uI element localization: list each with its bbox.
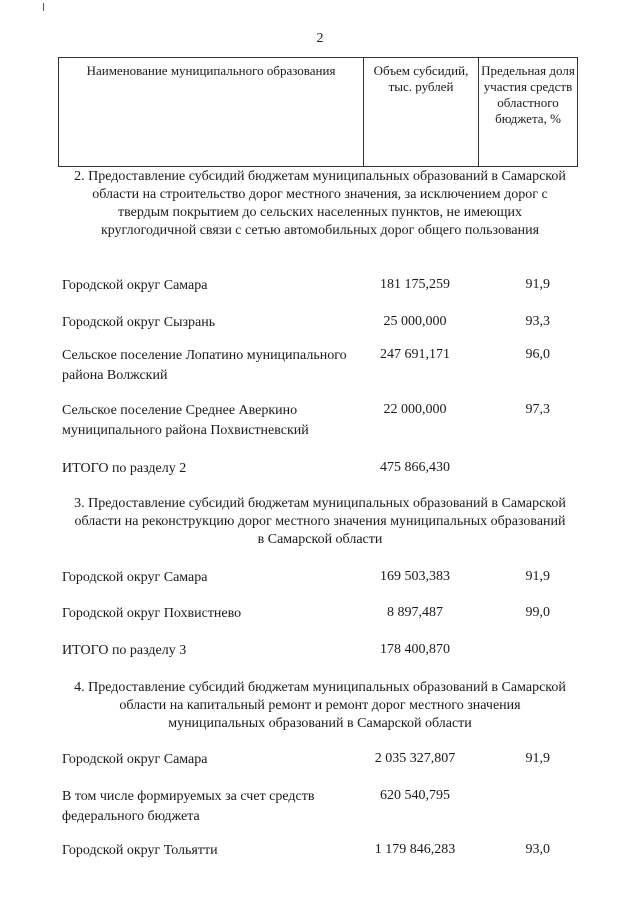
section-total-amount: 178 400,870 bbox=[380, 642, 450, 657]
table-row-amount: 620 540,795 bbox=[380, 788, 450, 803]
table-row-amount: 247 691,171 bbox=[380, 347, 450, 362]
section-total-label: ИТОГО по разделу 2 bbox=[62, 461, 187, 476]
table-row-name: Городской округ Тольятти bbox=[62, 843, 218, 858]
section-3-title: 3. Предоставление субсидий бюджетам муниципальных образований в Самарской области на реконструкцию дорог местного значения муниципальных образований в Самарской области bbox=[74, 496, 566, 547]
table-row-name: Городской округ Самара bbox=[62, 570, 208, 585]
table-row-name: Городской округ Похвистнево bbox=[62, 606, 242, 621]
header-amount-column: Объем субсидий, тыс. рублей bbox=[364, 58, 479, 166]
table-header bbox=[58, 57, 578, 167]
table-row-share: 91,9 bbox=[525, 277, 550, 292]
table-row-share: 91,9 bbox=[525, 569, 550, 584]
table-row-amount: 181 175,259 bbox=[380, 277, 450, 292]
table-row-name: Городской округ Самара bbox=[62, 278, 208, 293]
section-total-amount: 475 866,430 bbox=[380, 460, 450, 475]
table-row-amount: 169 503,383 bbox=[380, 569, 450, 584]
header-share-column: Предельная доля участия средств областного бюджета, % bbox=[481, 63, 575, 126]
table-row-name: В том числе формируемых за счет средств федерального бюджета bbox=[62, 789, 315, 824]
table-row-share: 93,0 bbox=[525, 842, 550, 857]
table-row-share: 96,0 bbox=[525, 347, 550, 362]
table-row-share: 97,3 bbox=[525, 402, 550, 417]
table-row-share: 91,9 bbox=[525, 751, 550, 766]
section-2-title: 2. Предоставление субсидий бюджетам муниципальных образований в Самарской области на строительство дорог местного значения, за исключением дорог с твердым покрытием до сельских населенных пунктов, не имеющих круглогодичной связи с сетью автомобильных дорог общего пользования bbox=[74, 169, 566, 238]
page-number: 2 bbox=[316, 31, 324, 46]
table-row-amount: 22 000,000 bbox=[383, 402, 447, 417]
table-row-amount: 2 035 327,807 bbox=[374, 751, 456, 766]
section-total-label: ИТОГО по разделу 3 bbox=[62, 643, 187, 658]
table-row-name: Городской округ Сызрань bbox=[62, 315, 216, 330]
table-row-name: Городской округ Самара bbox=[62, 752, 208, 767]
header-name-column: Наименование муниципального образования bbox=[59, 58, 364, 166]
scan-mark bbox=[43, 3, 50, 11]
table-row-name: Сельское поселение Среднее Аверкино муниципального района Похвистневский bbox=[62, 403, 309, 438]
table-row-name: Сельское поселение Лопатино муниципального района Волжский bbox=[62, 348, 347, 383]
table-row-amount: 1 179 846,283 bbox=[374, 842, 456, 857]
table-row-amount: 25 000,000 bbox=[383, 314, 447, 329]
section-4-title: 4. Предоставление субсидий бюджетам муниципальных образований в Самарской области на капитальный ремонт и ремонт дорог местного значения муниципальных образований в Самарской области bbox=[74, 680, 566, 731]
table-row-share: 99,0 bbox=[525, 605, 550, 620]
table-row-share: 93,3 bbox=[525, 314, 550, 329]
table-row-amount: 8 897,487 bbox=[387, 605, 443, 620]
